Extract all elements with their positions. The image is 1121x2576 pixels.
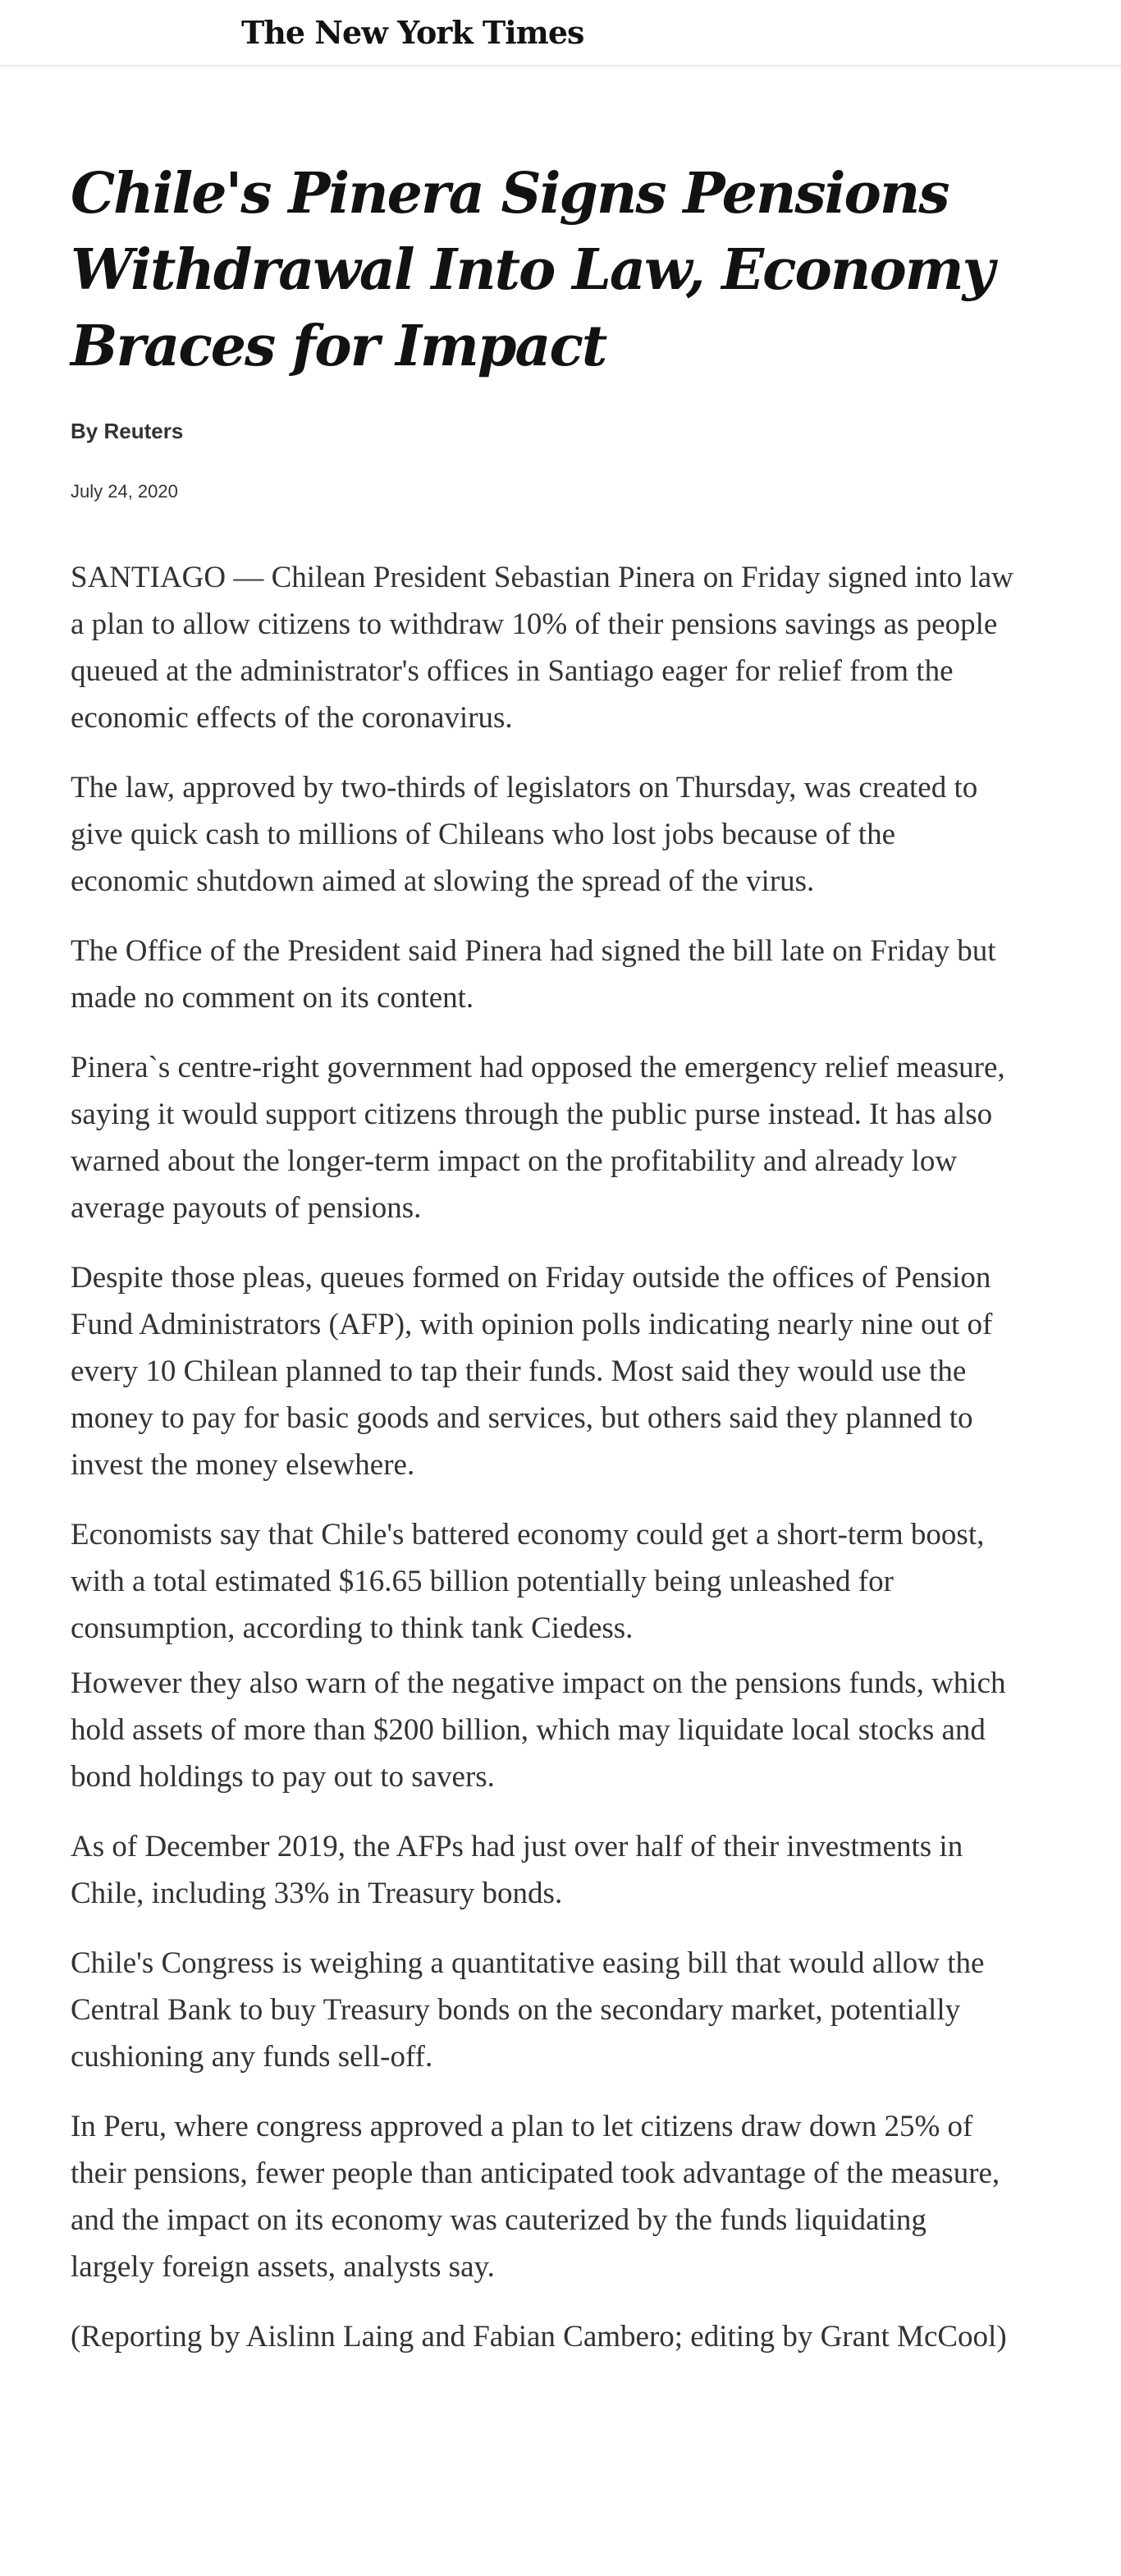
nyt-logo[interactable]: The New York Times (241, 14, 584, 51)
masthead (0, 0, 1121, 66)
article-paragraph: However they also warn of the negative impact on the pensions funds, which hold assets of more than $200 billion, which may liquidate local stocks and bond holdings to pay out to savers. (71, 1666, 1006, 1794)
article-paragraph: Economists say that Chile's battered economy could get a short-term boost, with a total estimated $16.65 billion potentially being unleashed for consumption, according to think tank Ciedess. (71, 1518, 985, 1645)
article-paragraph: Despite those pleas, queues formed on Friday outside the offices of Pension Fund Administrators (AFP), with opinion polls indicating nearly nine out of every 10 Chilean planned to tap their funds. Most said they would use the money to pay for basic goods and services, but others said they planned to invest the money elsewhere. (71, 1261, 993, 1482)
article (71, 156, 1014, 2383)
article-paragraph: As of December 2019, the AFPs had just over half of their investments in Chile, including 33% in Treasury bonds. (71, 1830, 963, 1910)
article-paragraph: SANTIAGO — Chilean President Sebastian Pinera on Friday signed into law a plan to allow citizens to withdraw 10% of their pensions savings as people queued at the administrator's offices in Santiago eager for relief from the economic effects of the coronavirus. (71, 561, 1013, 735)
article-headline: Chile's Pinera Signs Pensions Withdrawal Into Law, Economy Braces for Impact (71, 161, 994, 379)
article-paragraph: Chile's Congress is weighing a quantitative easing bill that would allow the Central Bank to buy Treasury bonds on the secondary market, potentially cushioning any funds sell-off. (71, 1946, 985, 2074)
article-paragraph: In Peru, where congress approved a plan to let citizens draw down 25% of their pensions, fewer people than anticipated took advantage of the measure, and the impact on its economy was cauterized by the funds liquidating largely foreign assets, analysts say. (71, 2110, 1000, 2284)
article-paragraph: Pinera`s centre-right government had opposed the emergency relief measure, saying it would support citizens through the public purse instead. It has also warned about the longer-term impact on the profitability and already low average payouts of pensions. (71, 1051, 1005, 1225)
article-byline: By Reuters (71, 419, 184, 443)
article-body (71, 554, 1014, 2360)
article-date: July 24, 2020 (71, 481, 178, 502)
article-paragraph: The law, approved by two-thirds of legislators on Thursday, was created to give quick cash to millions of Chileans who lost jobs because of the economic shutdown aimed at slowing the spread of the virus. (71, 771, 978, 898)
article-credit: (Reporting by Aislinn Laing and Fabian Cambero; editing by Grant McCool) (71, 2320, 1007, 2354)
article-paragraph: The Office of the President said Pinera had signed the bill late on Friday but made no comment on its content. (71, 934, 996, 1015)
